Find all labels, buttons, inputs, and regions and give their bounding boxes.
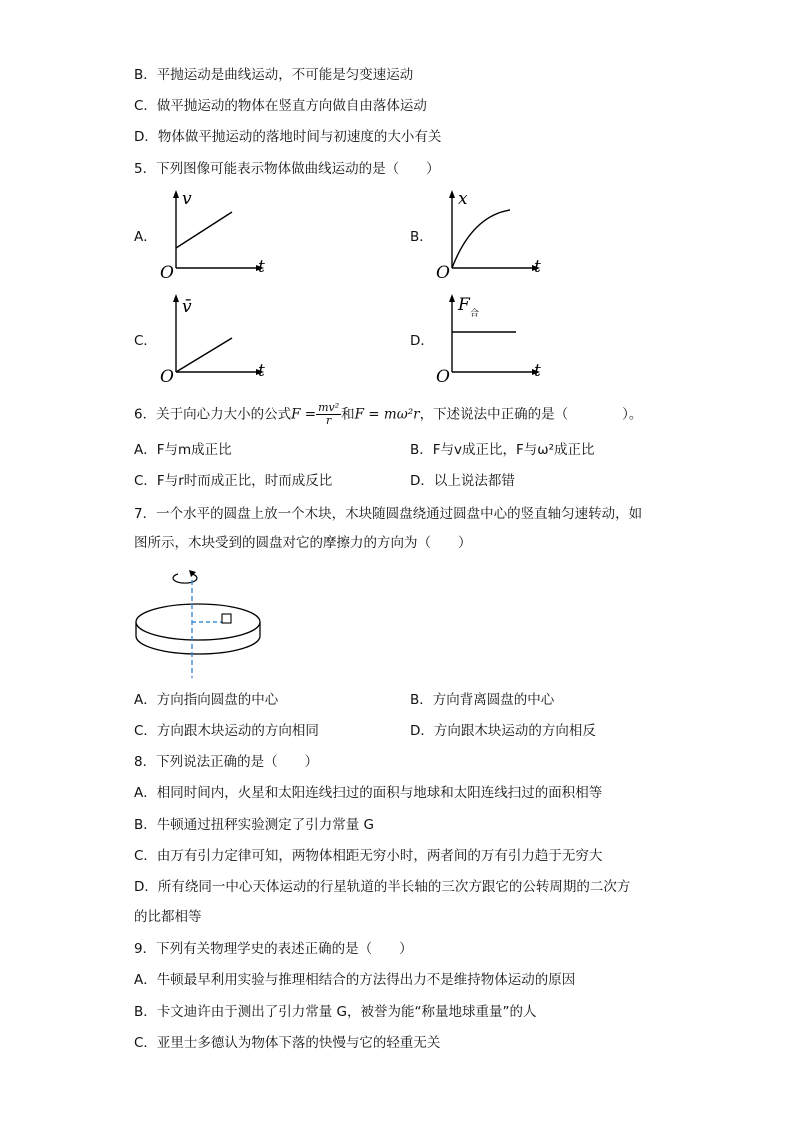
- q7-option-a: A．方向指向圆盘的中心: [134, 692, 279, 708]
- q6-formula1-fraction: [316, 402, 341, 427]
- q6-option-d: D．以上说法都错: [410, 473, 515, 489]
- q9-option-a: A．牛顿最早利用实验与推理相结合的方法得出力不是维持物体运动的原因: [134, 972, 576, 988]
- q6-stem-post: ，下述说法中正确的是（ ）。: [419, 406, 643, 423]
- rotation-arrow-icon: [173, 574, 197, 583]
- q5-stem: 5．下列图像可能表示物体做曲线运动的是（ ）: [134, 161, 440, 177]
- q9-option-c: C．亚里士多德认为物体下落的快慢与它的轻重无关: [134, 1035, 441, 1051]
- q5-label-c: C．: [134, 333, 157, 349]
- q6-formula1-denominator: r: [325, 414, 332, 427]
- q5-graph-d: [436, 292, 546, 387]
- q8-option-b: B．牛顿通过扭秤实验测定了引力常量 G: [134, 817, 375, 833]
- q6-formula2: F = mω²r: [354, 406, 420, 423]
- q6-stem: [134, 402, 642, 427]
- graph-c-x-label: t: [258, 361, 265, 381]
- graph-d-y-subscript: 合: [470, 309, 480, 319]
- q9-option-b: B．卡文迪许由于测出了引力常量 G，被誉为能“称量地球重量”的人: [134, 1004, 537, 1020]
- q5-label-b: B．: [410, 229, 433, 245]
- graph-d-x-label: t: [534, 361, 541, 381]
- q8-option-d-line2: 的比都相等: [134, 909, 202, 925]
- graph-d-origin: O: [436, 367, 450, 387]
- graph-b-origin: O: [436, 263, 450, 283]
- q6-formula1-numerator: mv²: [318, 401, 340, 414]
- disk-top: [136, 604, 260, 640]
- q7-option-d: D．方向跟木块运动的方向相反: [410, 723, 596, 739]
- graph-c-y-label: v̄: [182, 297, 192, 317]
- graph-c-origin: O: [160, 367, 174, 387]
- q8-stem: 8．下列说法正确的是（ ）: [134, 754, 319, 770]
- q5-graph-c: [160, 292, 270, 387]
- q4-option-b: B．平抛运动是曲线运动，不可能是匀变速运动: [134, 67, 414, 83]
- q6-option-b: B．F与v成正比，F与ω²成正比: [410, 442, 595, 458]
- q6-stem-pre: 6．关于向心力大小的公式: [134, 406, 292, 423]
- graph-a-y-label: v: [182, 189, 192, 209]
- q8-option-c: C．由万有引力定律可知，两物体相距无穷小时，两者间的万有引力趋于无穷大: [134, 848, 603, 864]
- q5-label-d: D．: [410, 333, 434, 349]
- q6-formula1-lhs: F =: [291, 406, 317, 423]
- q4-option-d: D．物体做平抛运动的落地时间与初速度的大小有关: [134, 129, 442, 145]
- graph-d-y-label: F: [458, 295, 470, 315]
- graph-a-x-label: t: [258, 257, 265, 277]
- q7-option-b: B．方向背离圆盘的中心: [410, 692, 555, 708]
- q5-graph-a: [160, 188, 270, 283]
- q8-option-a: A．相同时间内，火星和太阳连线扫过的面积与地球和太阳连线扫过的面积相等: [134, 785, 603, 801]
- graph-a-origin: O: [160, 263, 174, 283]
- q7-stem-line2: 图所示，木块受到的圆盘对它的摩擦力的方向为（ ）: [134, 535, 472, 551]
- q5-graph-b: [436, 188, 546, 283]
- q8-option-d-line1: D．所有绕同一中心天体运动的行星轨道的半长轴的三次方跟它的公转周期的二次方: [134, 879, 631, 895]
- q4-option-c: C．做平抛运动的物体在竖直方向做自由落体运动: [134, 98, 427, 114]
- graph-b-y-label: x: [458, 189, 468, 209]
- q9-stem: 9．下列有关物理学史的表述正确的是（ ）: [134, 941, 413, 957]
- q6-option-a: A．F与m成正比: [134, 442, 232, 458]
- q5-label-a: A．: [134, 229, 157, 245]
- q6-stem-mid: 和: [341, 406, 355, 423]
- rotating-disk-diagram: [134, 566, 264, 678]
- q7-stem-line1: 7．一个水平的圆盘上放一个木块，木块随圆盘绕通过圆盘中心的竖直轴匀速转动，如: [134, 506, 643, 522]
- graph-b-x-label: t: [534, 257, 541, 277]
- q7-option-c: C．方向跟木块运动的方向相同: [134, 723, 319, 739]
- wooden-block: [222, 614, 231, 623]
- q6-option-c: C．F与r时而成正比，时而成反比: [134, 473, 333, 489]
